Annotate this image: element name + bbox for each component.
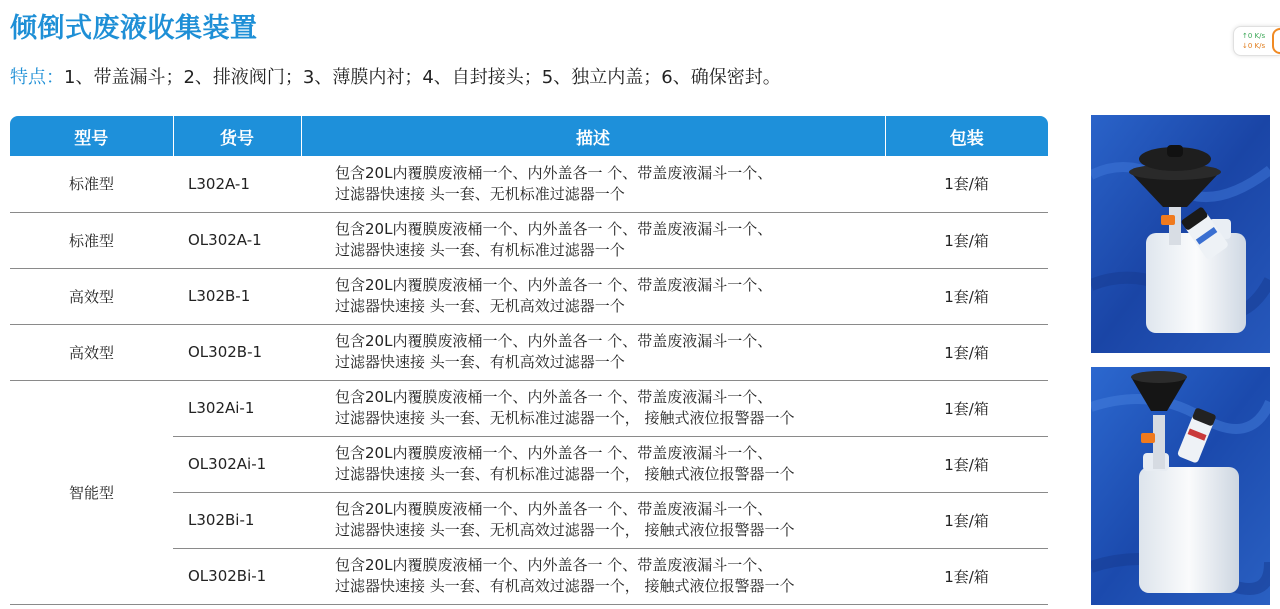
download-speed: ↓0 K/s [1242,42,1266,50]
header-description: 描述 [301,116,885,156]
description-line: 过滤器快速接 头一套、有机标准过滤器一个 [335,241,625,259]
description-cell [301,492,885,548]
header-packaging: 包装 [885,116,1048,156]
features-line [10,63,781,89]
product-spec-table [10,116,1048,605]
packaging-cell: 1套/箱 [885,212,1048,268]
model-cell: 标准型 [10,156,173,212]
description-cell [301,380,885,436]
model-cell: 智能型 [10,380,173,604]
description-cell [301,212,885,268]
code-cell: L302B-1 [173,268,301,324]
description-line: 过滤器快速接 头一套、无机高效过滤器一个 [335,297,625,315]
code-cell: OL302Bi-1 [173,548,301,604]
model-cell: 高效型 [10,268,173,324]
description-line: 过滤器快速接 头一套、有机高效过滤器一个， 接触式液位报警器一个 [335,577,795,595]
table-row [10,324,1048,380]
packaging-cell: 1套/箱 [885,156,1048,212]
description-cell [301,436,885,492]
description-line: 过滤器快速接 头一套、无机标准过滤器一个 [335,184,625,203]
features-label: 特点： [10,67,64,88]
packaging-cell: 1套/箱 [885,492,1048,548]
model-cell: 标准型 [10,212,173,268]
description-line: 过滤器快速接 头一套、有机高效过滤器一个 [335,353,625,371]
table-row [10,212,1048,268]
code-cell: L302A-1 [173,156,301,212]
packaging-cell: 1套/箱 [885,436,1048,492]
product-photo-open-funnel [1091,367,1270,605]
table-row [10,156,1048,212]
description-line: 包含20L内覆膜废液桶一个、内外盖各一 个、带盖废液漏斗一个、 [335,276,773,294]
description-cell [301,324,885,380]
description-line: 包含20L内覆膜废液桶一个、内外盖各一 个、带盖废液漏斗一个、 [335,163,773,182]
description-cell [301,156,885,212]
description-line: 过滤器快速接 头一套、无机高效过滤器一个， 接触式液位报警器一个 [335,521,795,539]
packaging-cell: 1套/箱 [885,324,1048,380]
description-line: 包含20L内覆膜废液桶一个、内外盖各一 个、带盖废液漏斗一个、 [335,500,773,518]
table-row [10,268,1048,324]
upload-speed: ↑0 K/s [1242,32,1266,40]
waste-container-illustration [1091,115,1270,353]
code-cell: OL302B-1 [173,324,301,380]
description-cell [301,548,885,604]
code-cell: L302Bi-1 [173,492,301,548]
packaging-cell: 1套/箱 [885,380,1048,436]
features-text: 1、带盖漏斗；2、排液阀门；3、薄膜内衬；4、自封接头；5、独立内盖；6、确保密封。 [64,67,781,88]
packaging-cell: 1套/箱 [885,548,1048,604]
table-header-row [10,116,1048,156]
description-line: 包含20L内覆膜废液桶一个、内外盖各一 个、带盖废液漏斗一个、 [335,444,773,462]
description-line: 包含20L内覆膜废液桶一个、内外盖各一 个、带盖废液漏斗一个、 [335,388,773,406]
packaging-cell: 1套/箱 [885,268,1048,324]
description-line: 过滤器快速接 头一套、无机标准过滤器一个， 接触式液位报警器一个 [335,409,795,427]
table-row [10,380,1048,436]
model-cell: 高效型 [10,324,173,380]
description-line: 包含20L内覆膜废液桶一个、内外盖各一 个、带盖废液漏斗一个、 [335,556,773,574]
code-cell: L302Ai-1 [173,380,301,436]
description-line: 包含20L内覆膜废液桶一个、内外盖各一 个、带盖废液漏斗一个、 [335,220,773,238]
page-title: 倾倒式废液收集装置 [10,13,258,44]
header-model: 型号 [10,116,173,156]
code-cell: OL302Ai-1 [173,436,301,492]
code-cell: OL302A-1 [173,212,301,268]
description-cell [301,268,885,324]
description-line: 包含20L内覆膜废液桶一个、内外盖各一 个、带盖废液漏斗一个、 [335,332,773,350]
waste-container-illustration [1091,367,1270,605]
speed-widget-toggle[interactable] [1272,28,1280,54]
header-code: 货号 [173,116,301,156]
product-photo-covered-funnel [1091,115,1270,353]
description-line: 过滤器快速接 头一套、有机标准过滤器一个， 接触式液位报警器一个 [335,465,795,483]
